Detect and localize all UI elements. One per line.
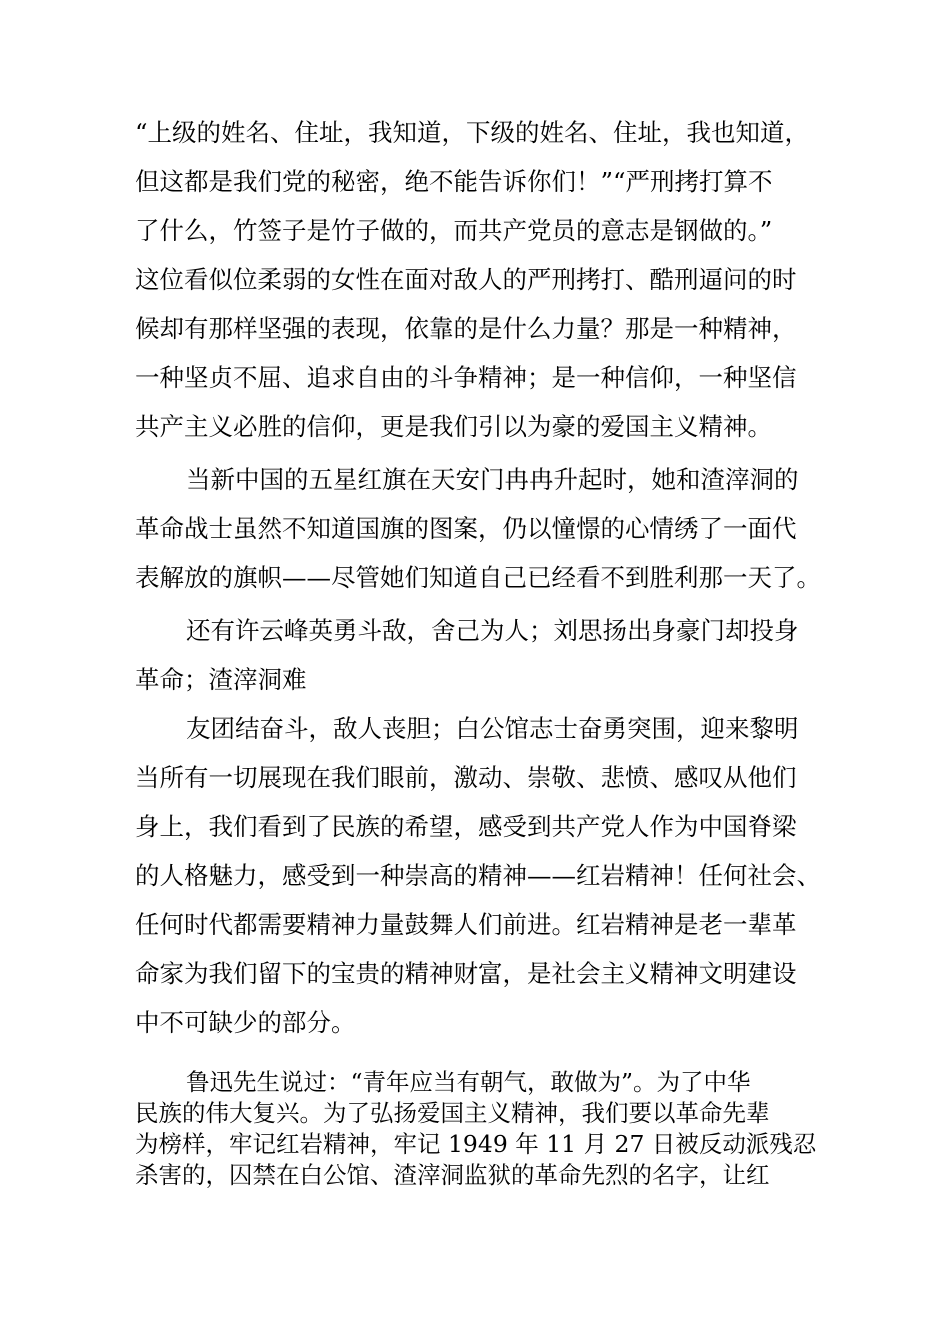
text-line: 这位看似位柔弱的女性在面对敌人的严刑拷打、酷刑逼问的时	[135, 265, 797, 294]
text-line: 身上，我们看到了民族的希望，感受到共产党人作为中国脊梁	[135, 812, 797, 841]
text-line: 的人格魅力，感受到一种崇高的精神——红岩精神！任何社会、	[135, 861, 821, 890]
text-line: 了什么，竹签子是竹子做的，而共产党员的意志是钢做的。”	[135, 216, 773, 245]
text-line: 友团结奋斗，敌人丧胆；白公馆志士奋勇突围，迎来黎明	[186, 714, 799, 743]
text-line: 当新中国的五星红旗在天安门冉冉升起时，她和渣滓洞的	[186, 465, 799, 494]
text-line: “上级的姓名、住址，我知道，下级的姓名、住址，我也知道，	[135, 118, 810, 147]
text-line: 任何时代都需要精神力量鼓舞人们前进。红岩精神是老一辈革	[135, 910, 797, 939]
text-line: 命家为我们留下的宝贵的精神财富，是社会主义精神文明建设	[135, 959, 797, 988]
text-line: 候却有那样坚强的表现，依靠的是什么力量？那是一种精神，	[135, 314, 797, 343]
text-line: 民族的伟大复兴。为了弘扬爱国主义精神，我们要以革命先辈	[135, 1099, 770, 1127]
text-line: 但这都是我们党的秘密，绝不能告诉你们！”“严刑拷打算不	[135, 167, 773, 196]
text-line: 鲁迅先生说过：“青年应当有朝气，敢做为”。为了中华	[186, 1068, 751, 1096]
text-line: 表解放的旗帜——尽管她们知道自己已经看不到胜利那一天了。	[135, 563, 821, 592]
text-line: 共产主义必胜的信仰，更是我们引以为豪的爱国主义精神。	[135, 412, 772, 441]
text-line: 为榜样，牢记红岩精神，牢记 1949 年 11 月 27 日被反动派残忍	[135, 1130, 817, 1158]
text-line: 革命；渣滓洞难	[135, 665, 307, 694]
text-line: 当所有一切展现在我们眼前，激动、崇敬、悲愤、感叹从他们	[135, 763, 797, 792]
text-line: 还有许云峰英勇斗敌，舍己为人；刘思扬出身豪门却投身	[186, 616, 799, 645]
text-line: 一种坚贞不屈、追求自由的斗争精神；是一种信仰，一种坚信	[135, 363, 797, 392]
text-line: 中不可缺少的部分。	[135, 1008, 356, 1037]
text-line: 杀害的，囚禁在白公馆、渣滓洞监狱的革命先烈的名字，让红	[135, 1161, 770, 1189]
text-line: 革命战士虽然不知道国旗的图案，仍以憧憬的心情绣了一面代	[135, 514, 797, 543]
